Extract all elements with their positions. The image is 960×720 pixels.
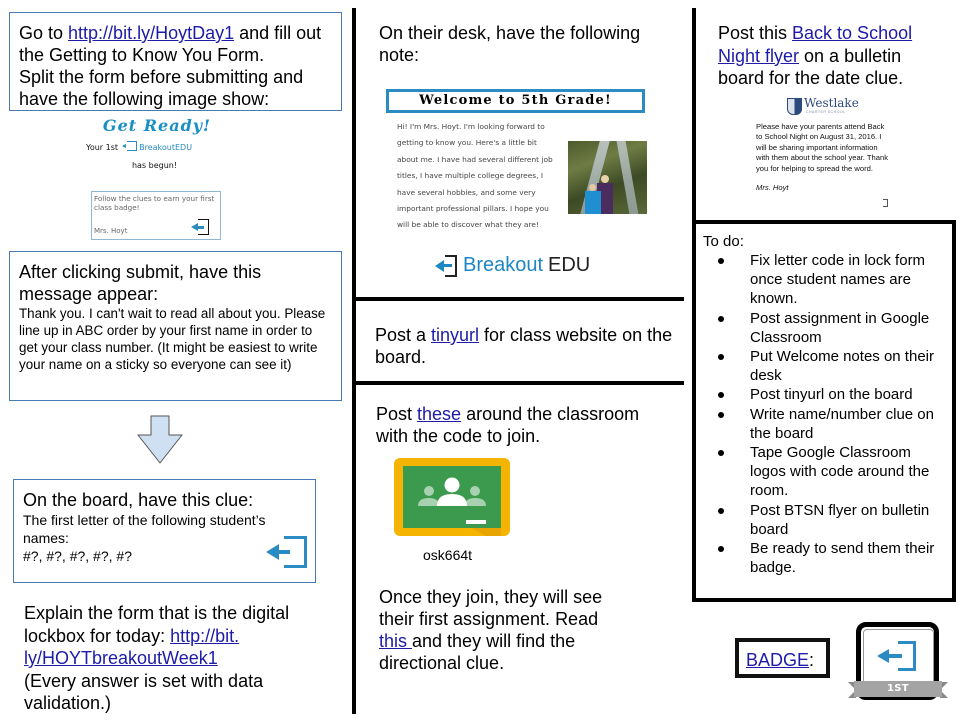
step1-line2: Split the form before submitting and have the following image show: bbox=[19, 67, 304, 109]
bullet-icon bbox=[718, 508, 724, 514]
todo-item-text: Put Welcome notes on their desk bbox=[750, 348, 934, 385]
step1-text-after: and fill out the Getting to Know You Form. bbox=[19, 23, 322, 65]
desk-note-heading: On their desk, have the following note: bbox=[379, 23, 641, 65]
divider-left-middle bbox=[352, 8, 356, 714]
badge-arrow-stem bbox=[888, 654, 902, 658]
todo-title: To do: bbox=[703, 233, 744, 250]
westlake-crest-icon bbox=[787, 98, 802, 115]
tinyurl-text bbox=[375, 324, 675, 368]
tinyurl-link[interactable]: tinyurl bbox=[431, 325, 480, 345]
lockbox-link-part2[interactable]: ly/HOYTbreakoutWeek1 bbox=[24, 648, 218, 668]
breakout-edu-logo bbox=[435, 253, 600, 279]
todo-item bbox=[703, 251, 948, 309]
todo-item-text: Write name/number clue on the board bbox=[750, 405, 934, 442]
flyer-body: Please have your parents attend Back to School Night on August 31, 2016. I will be sharing important information with them about the school year. Thank you for helping to spread the word. bbox=[756, 122, 888, 173]
step3-heading: On the board, have this clue: bbox=[23, 490, 254, 510]
flyer-text-before: Post this bbox=[718, 23, 793, 43]
todo-item-text: Post assignment in Google Classroom bbox=[750, 309, 930, 346]
badge-colon: : bbox=[809, 650, 815, 670]
todo-item bbox=[703, 347, 948, 385]
assignment-line2: and they will find the directional clue. bbox=[379, 631, 576, 673]
todo-list bbox=[703, 251, 948, 577]
breakout-arrow-stem bbox=[197, 226, 204, 229]
step3-box bbox=[13, 479, 316, 583]
card-signature: Mrs. Hoyt bbox=[94, 227, 128, 235]
has-begun-text: has begun! bbox=[131, 161, 178, 170]
step3-line2: #?, #?, #?, #?, #? bbox=[23, 548, 132, 564]
bullet-icon bbox=[718, 450, 724, 456]
tinyurl-text-after: for class website on the board. bbox=[375, 325, 673, 367]
your-1st-line bbox=[86, 141, 236, 153]
divider-middle-2 bbox=[352, 381, 684, 385]
todo-item bbox=[703, 309, 948, 347]
btsn-flyer-link[interactable]: Back to School Night flyer bbox=[718, 23, 913, 66]
welcome-banner: Welcome to 5th Grade! bbox=[386, 89, 645, 113]
todo-item-text: Post tinyurl on the board bbox=[750, 386, 913, 404]
flyer-text bbox=[718, 22, 948, 90]
hoytday1-link[interactable]: http://bit.ly/HoytDay1 bbox=[68, 23, 235, 43]
todo-item bbox=[703, 405, 948, 443]
todo-item bbox=[703, 539, 948, 577]
bullet-icon bbox=[718, 316, 724, 322]
breakout-arrow-large-stem bbox=[277, 550, 290, 554]
flyer-small-logo-icon bbox=[883, 199, 888, 207]
westlake-name: Westlake bbox=[804, 96, 859, 110]
breakout-brand-part2: EDU bbox=[548, 254, 591, 276]
bullet-icon bbox=[718, 546, 724, 552]
todo-item-text: Fix letter code in lock form once student names are known. bbox=[750, 252, 926, 308]
your-1st-text: Your 1st bbox=[86, 143, 119, 152]
assignment-line1: Once they join, they will see their first assignment. Read bbox=[379, 587, 603, 629]
tinyurl-text-before: Post a bbox=[375, 325, 432, 345]
westlake-sub: CHARTER SCHOOL bbox=[806, 110, 846, 114]
badge-label-box bbox=[735, 638, 830, 678]
todo-item-text: Be ready to send them their badge. bbox=[750, 540, 935, 577]
classroom-code: osk664t bbox=[423, 547, 473, 563]
step4-text-before: Explain the form that is the digital lockbox for today: bbox=[24, 603, 290, 646]
assignment-text bbox=[379, 586, 629, 674]
flyer-signature: Mrs. Hoyt bbox=[756, 183, 789, 192]
get-ready-image bbox=[82, 114, 232, 244]
step1-text-before: Go to bbox=[19, 23, 69, 43]
step4-text-after: (Every answer is set with data validation.) bbox=[24, 670, 264, 713]
flyer-text-after: on a bulletin board for the date clue. bbox=[718, 45, 904, 88]
step4-text bbox=[24, 602, 324, 715]
classroom-text-before: Post bbox=[376, 404, 418, 424]
step3-line1: The first letter of the following student’s names: bbox=[23, 512, 266, 546]
these-link[interactable]: these bbox=[417, 404, 462, 424]
todo-item bbox=[703, 443, 948, 501]
this-link[interactable]: this bbox=[379, 631, 413, 651]
first-breakout-badge bbox=[848, 620, 948, 710]
breakout-logo-arrow-stem bbox=[443, 264, 452, 267]
bullet-icon bbox=[718, 258, 724, 264]
todo-box bbox=[692, 220, 956, 602]
breakout-mini-brand: BreakoutEDU bbox=[139, 143, 193, 152]
breakout-mini-icon bbox=[127, 141, 137, 151]
welcome-note-body: Hi! I'm Mrs. Hoyt. I'm looking forward to getting to know you. Here's a little bit about me. I have had several different job titles, I have multiple college degrees, I have several hobbies, and some very important professional pillars. I hope you will be able to discover what they are! bbox=[397, 122, 553, 230]
todo-item-text: Post BTSN flyer on bulletin board bbox=[750, 501, 930, 538]
bullet-icon bbox=[718, 354, 724, 360]
westlake-flyer bbox=[752, 96, 892, 211]
todo-item bbox=[703, 501, 948, 539]
breakout-brand-part1: Breakout bbox=[463, 254, 544, 276]
step2-heading: After clicking submit, have this message appear: bbox=[19, 262, 262, 304]
todo-item-text: Tape Google Classroom logos with code around the room. bbox=[750, 444, 930, 500]
lockbox-link-part1[interactable]: http://bit. bbox=[170, 625, 240, 646]
teacher-photo bbox=[568, 141, 647, 214]
bullet-icon bbox=[718, 412, 724, 418]
todo-item bbox=[703, 385, 948, 404]
badge-ribbon: 1ST BREAKOUT bbox=[854, 681, 942, 697]
badge-link[interactable]: BADGE bbox=[746, 650, 810, 670]
step2-message: Thank you. I can't wait to read all about you. Please line up in ABC order by your first name in order to get your class number. (It might be easiest to write your name on a sticky so everyone can see it) bbox=[19, 306, 326, 372]
card-text: Follow the clues to earn your first class badge! bbox=[94, 194, 215, 212]
google-classroom-logo-icon bbox=[394, 458, 510, 538]
divider-middle-right bbox=[692, 8, 696, 224]
divider-middle-1 bbox=[352, 297, 684, 301]
bullet-icon bbox=[718, 392, 724, 398]
classroom-text-after: around the classroom with the code to join. bbox=[376, 404, 640, 446]
get-ready-title: Get Ready! bbox=[102, 116, 212, 135]
classroom-text bbox=[376, 403, 676, 447]
get-ready-card bbox=[91, 191, 221, 240]
step1-box bbox=[9, 12, 342, 111]
down-arrow-icon bbox=[137, 415, 183, 465]
step2-box bbox=[9, 251, 342, 401]
